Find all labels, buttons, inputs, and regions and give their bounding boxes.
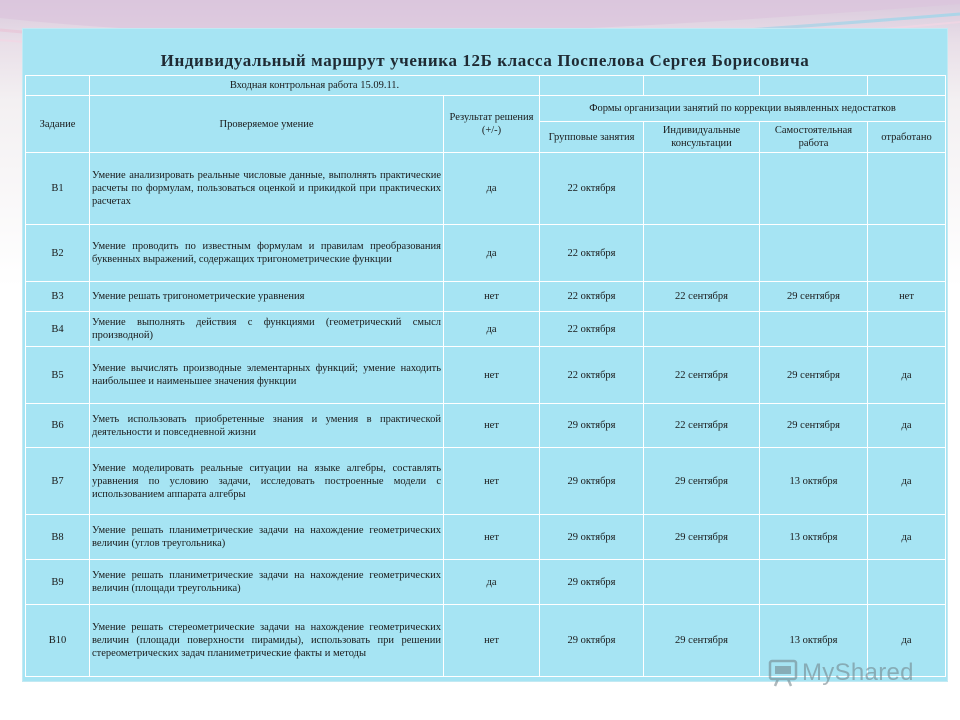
- table-row: [26, 347, 946, 404]
- myshared-logo: [768, 659, 914, 687]
- independent-date: [760, 225, 868, 282]
- header-done: отработано: [868, 122, 946, 153]
- task-code: В7: [26, 448, 90, 515]
- skill-text: Умение решать тригонометрические уравнения: [90, 282, 444, 312]
- task-code: В10: [26, 605, 90, 677]
- table-row: [26, 312, 946, 347]
- done-status: да: [868, 605, 946, 677]
- header-result: Результат решения (+/-): [444, 96, 540, 153]
- result-cell: нет: [444, 448, 540, 515]
- table-row: [26, 515, 946, 560]
- done-status: [868, 312, 946, 347]
- blank-cell: [26, 76, 90, 96]
- skill-text: Умение вычислять производные элементарных функций; умение находить наибольшее и наименьшее значения функции: [90, 347, 444, 404]
- table-row: [26, 404, 946, 448]
- done-status: нет: [868, 282, 946, 312]
- task-code: В4: [26, 312, 90, 347]
- header-group: Групповые занятия: [540, 122, 644, 153]
- done-status: [868, 153, 946, 225]
- individual-date: 29 сентября: [644, 515, 760, 560]
- task-code: В2: [26, 225, 90, 282]
- individual-date: [644, 560, 760, 605]
- group-date: 29 октября: [540, 404, 644, 448]
- independent-date: 29 сентября: [760, 404, 868, 448]
- group-date: 29 октября: [540, 560, 644, 605]
- blank-cell: [540, 76, 644, 96]
- result-cell: да: [444, 312, 540, 347]
- table-row: [26, 153, 946, 225]
- header-forms: Формы организации занятий по коррекции выявленных недостатков: [540, 96, 946, 122]
- header-individual: Индивидуальные консультации: [644, 122, 760, 153]
- individual-date: [644, 225, 760, 282]
- done-status: да: [868, 448, 946, 515]
- skill-text: Умение анализировать реальные числовые данные, выполнять практические расчеты по формулам, пользоваться оценкой и прикидкой при практических расчетах: [90, 153, 444, 225]
- task-code: В1: [26, 153, 90, 225]
- skill-text: Уметь использовать приобретенные знания и умения в практической деятельности и повседневной жизни: [90, 404, 444, 448]
- done-status: [868, 560, 946, 605]
- blank-cell: [644, 76, 760, 96]
- result-cell: нет: [444, 347, 540, 404]
- group-date: 29 октября: [540, 448, 644, 515]
- result-cell: да: [444, 225, 540, 282]
- independent-date: 13 октября: [760, 605, 868, 677]
- independent-date: 29 сентября: [760, 347, 868, 404]
- skill-text: Умение решать стереометрические задачи на нахождение геометрических величин (площади поверхности пирамиды), использовать при решении стереометрических задач планиметрические факты и методы: [90, 605, 444, 677]
- individual-date: 22 сентября: [644, 282, 760, 312]
- skill-text: Умение решать планиметрические задачи на нахождение геометрических величин (площади треугольника): [90, 560, 444, 605]
- blank-cell: [868, 76, 946, 96]
- group-date: 29 октября: [540, 515, 644, 560]
- independent-date: 29 сентября: [760, 282, 868, 312]
- result-cell: нет: [444, 515, 540, 560]
- group-date: 22 октября: [540, 225, 644, 282]
- test-label: Входная контрольная работа 15.09.11.: [90, 76, 540, 96]
- independent-date: [760, 153, 868, 225]
- group-date: 22 октября: [540, 312, 644, 347]
- result-cell: нет: [444, 605, 540, 677]
- individual-date: [644, 312, 760, 347]
- independent-date: [760, 312, 868, 347]
- skill-text: Умение выполнять действия с функциями (геометрический смысл производной): [90, 312, 444, 347]
- watermark-text: MyShared: [802, 659, 914, 686]
- skill-text: Умение проводить по известным формулам и правилам преобразования буквенных выражений, содержащих тригонометрические функции: [90, 225, 444, 282]
- presentation-icon: [768, 659, 798, 687]
- individual-date: 22 сентября: [644, 347, 760, 404]
- route-table: [25, 75, 946, 677]
- header-skill: Проверяемое умение: [90, 96, 444, 153]
- group-date: 22 октября: [540, 347, 644, 404]
- individual-date: 22 сентября: [644, 404, 760, 448]
- result-cell: да: [444, 560, 540, 605]
- result-cell: да: [444, 153, 540, 225]
- table-row: [26, 282, 946, 312]
- task-code: В9: [26, 560, 90, 605]
- individual-date: [644, 153, 760, 225]
- table-row: [26, 448, 946, 515]
- independent-date: 13 октября: [760, 448, 868, 515]
- skill-text: Умение решать планиметрические задачи на нахождение геометрических величин (углов треугольника): [90, 515, 444, 560]
- result-cell: нет: [444, 404, 540, 448]
- task-code: В3: [26, 282, 90, 312]
- table-row: [26, 225, 946, 282]
- done-status: да: [868, 347, 946, 404]
- task-code: В6: [26, 404, 90, 448]
- independent-date: 13 октября: [760, 515, 868, 560]
- slide-panel: [22, 28, 948, 682]
- done-status: да: [868, 404, 946, 448]
- individual-date: 29 сентября: [644, 605, 760, 677]
- group-date: 22 октября: [540, 153, 644, 225]
- skill-text: Умение моделировать реальные ситуации на языке алгебры, составлять уравнения по условию задачи, исследовать построенные модели с использованием аппарата алгебры: [90, 448, 444, 515]
- done-status: [868, 225, 946, 282]
- table-row: [26, 560, 946, 605]
- individual-date: 29 сентября: [644, 448, 760, 515]
- group-date: 22 октября: [540, 282, 644, 312]
- done-status: да: [868, 515, 946, 560]
- group-date: 29 октября: [540, 605, 644, 677]
- independent-date: [760, 560, 868, 605]
- page-title: Индивидуальный маршрут ученика 12Б класса Поспелова Сергея Борисовича: [160, 51, 810, 70]
- result-cell: нет: [444, 282, 540, 312]
- header-independent: Самостоятельная работа: [760, 122, 868, 153]
- task-code: В8: [26, 515, 90, 560]
- task-code: В5: [26, 347, 90, 404]
- header-task: Задание: [26, 96, 90, 153]
- blank-cell: [760, 76, 868, 96]
